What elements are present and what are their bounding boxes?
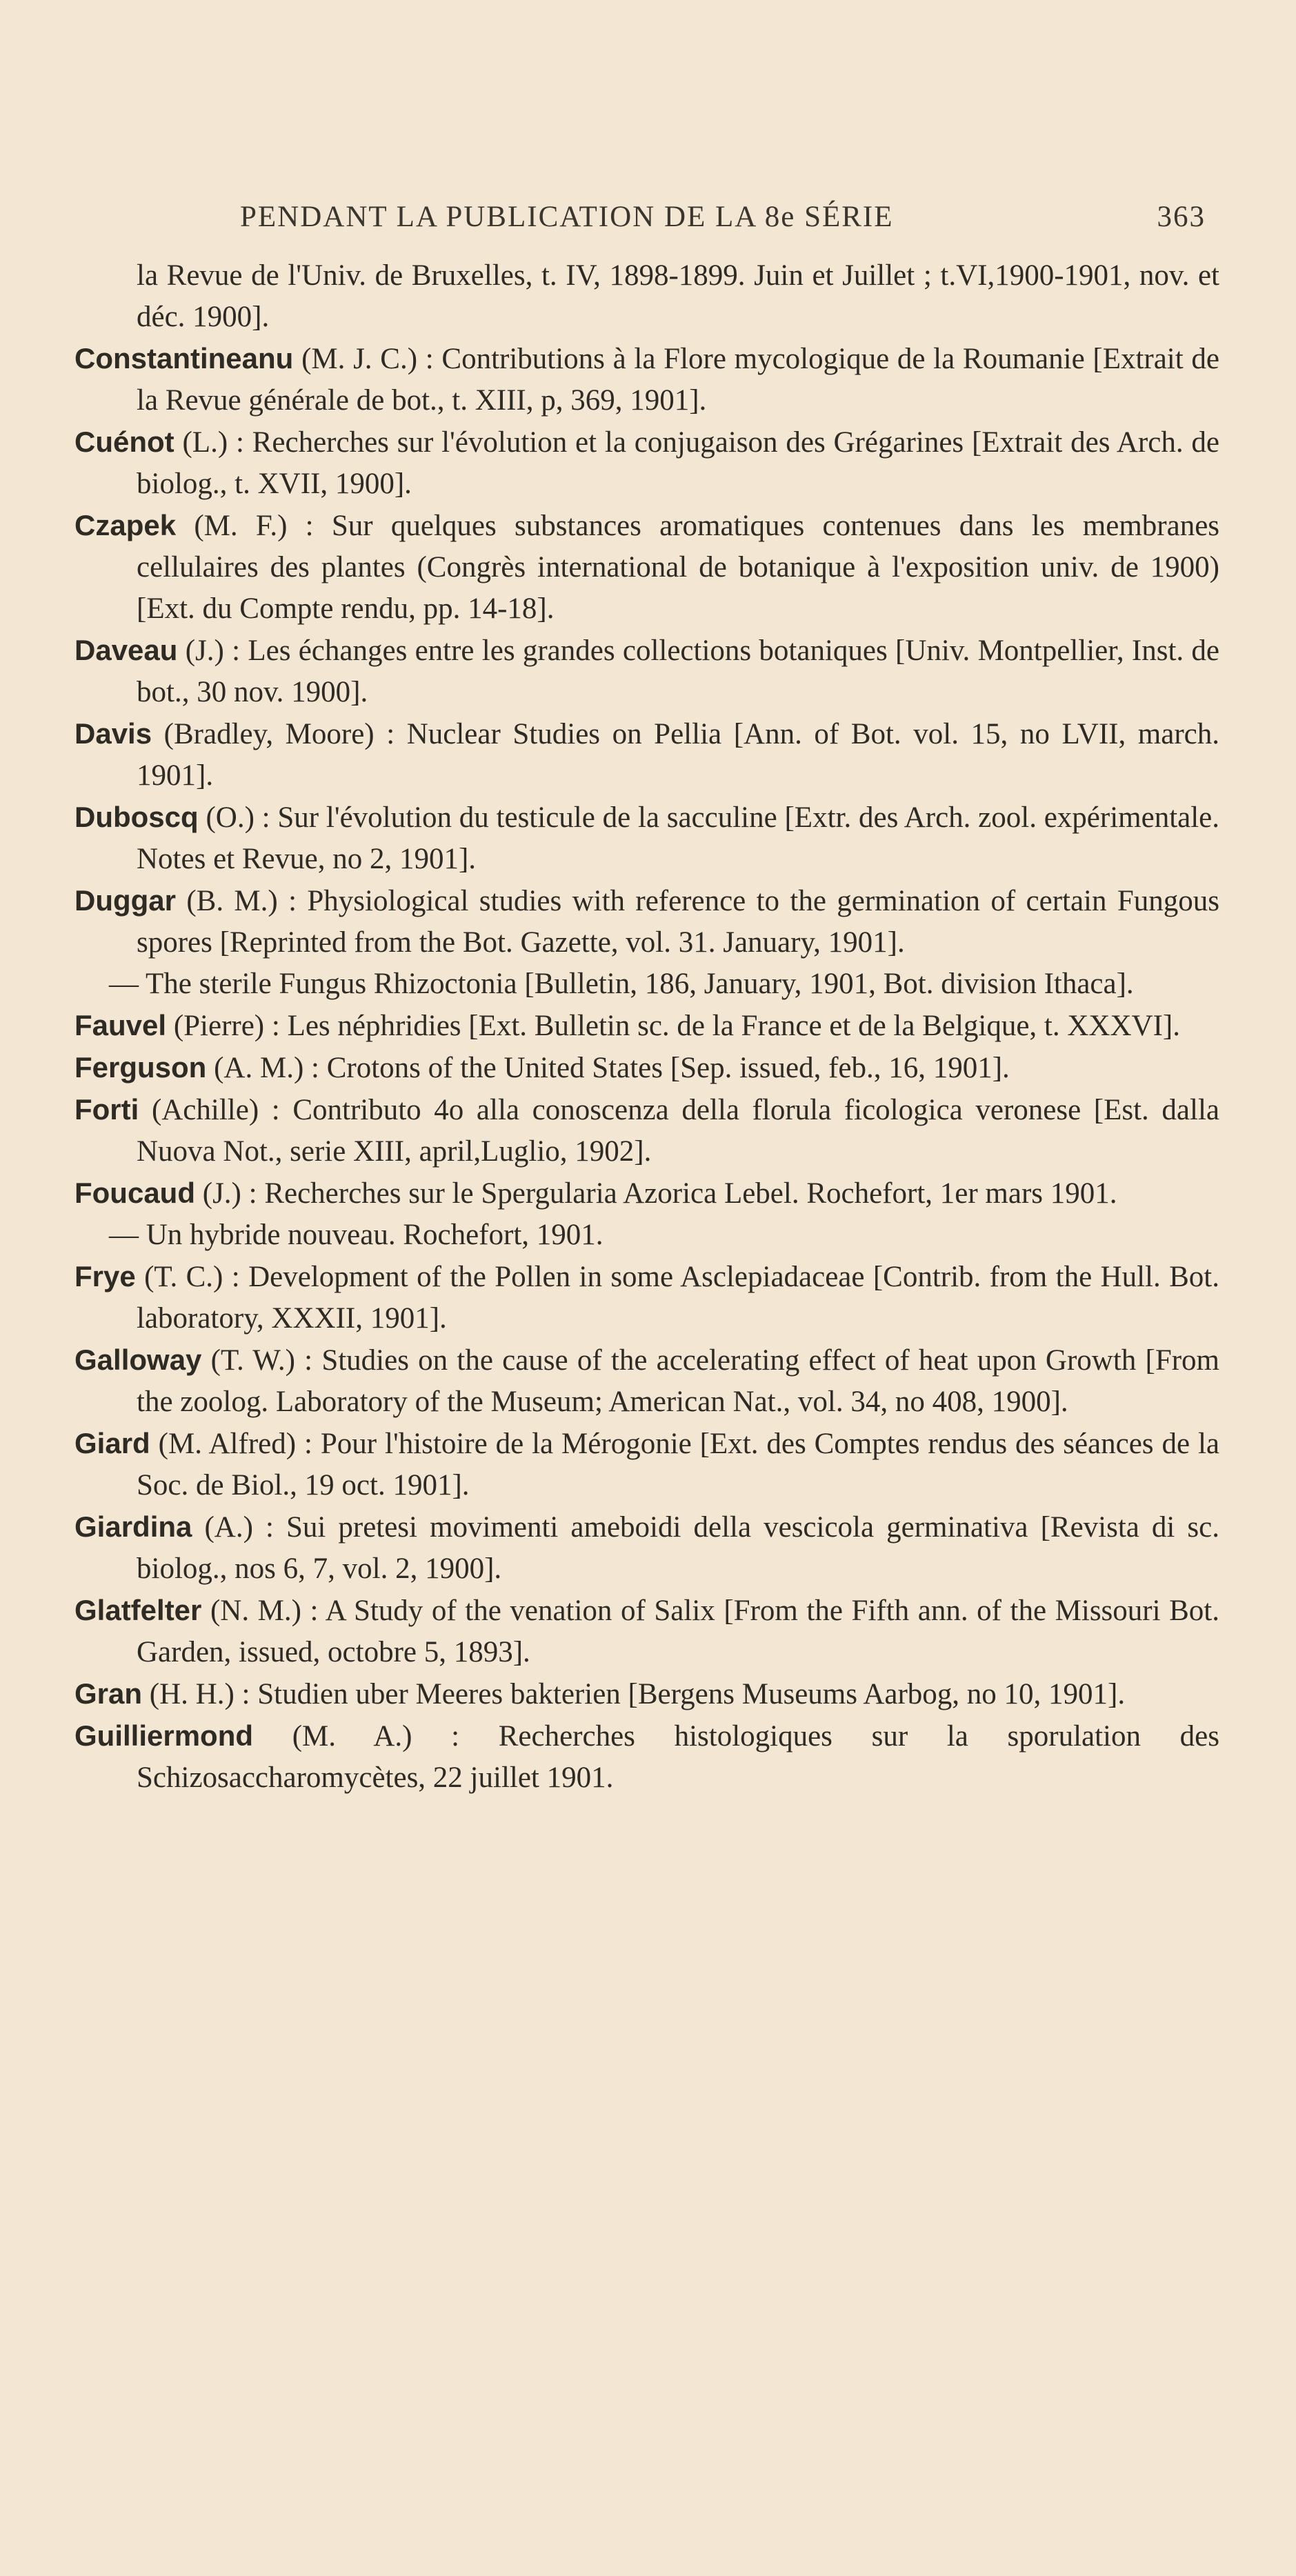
entry-text: (Pierre) : Les néphridies [Ext. Bulletin sc. de la France et de la Belgique, t. XXXVI]. (173, 1010, 1180, 1042)
entry-author: Giard (74, 1427, 150, 1459)
entry-author: Guilliermond (74, 1719, 254, 1752)
entry-author: Constantineanu (74, 342, 294, 375)
list-item (74, 880, 1219, 963)
bibliography-list (74, 255, 1219, 1799)
entry-text: (A. M.) : Crotons of the United States [Sep. issued, feb., 16, 1901]. (214, 1052, 1010, 1084)
entry-author: Davis (74, 717, 152, 750)
list-item (74, 421, 1219, 505)
entry-author: Galloway (74, 1344, 202, 1376)
entry-text: (J.) : Les échanges entre les grandes collections botaniques [Univ. Montpellier, Inst. de bot., 30 nov. 1900]. (137, 635, 1220, 708)
entry-author: Czapek (74, 509, 177, 541)
list-item (74, 1590, 1219, 1673)
entry-text: (H. H.) : Studien uber Meeres bakterien [Bergens Museums Aarbog, no 10, 1901]. (149, 1678, 1126, 1710)
list-item (74, 1339, 1219, 1423)
entry-text: (Bradley, Moore) : Nuclear Studies on Pellia [Ann. of Bot. vol. 15, no LVII, march. 1901]. (137, 718, 1219, 792)
entry-text: (A.) : Sui pretesi movimenti ameboidi della vescicola germinativa [Revista di sc. biolog., nos 6, 7, vol. 2, 1900]. (137, 1511, 1219, 1585)
entry-author: Frye (74, 1260, 136, 1292)
entry-text: (M. J. C.) : Contributions à la Flore mycologique de la Roumanie [Extrait de la Revue générale de bot., t. XIII, p, 369, 1901]. (137, 343, 1219, 417)
entry-text: (M. Alfred) : Pour l'histoire de la Mérogonie [Ext. des Comptes rendus des séances de la Soc. de Biol., 19 oct. 1901]. (137, 1428, 1220, 1501)
list-item (74, 338, 1219, 421)
entry-author: Glatfelter (74, 1594, 202, 1626)
list-item (74, 1047, 1219, 1089)
entry-author: Foucaud (74, 1177, 195, 1209)
entry-text: (M. F.) : Sur quelques substances aromatiques contenues dans les membranes cellulaires des plantes (Congrès international de botanique à l'exposition univ. de 1900) [Ext. du Compte rendu, pp. 14-18]. (137, 510, 1220, 625)
list-item (74, 963, 1219, 1005)
list-item (74, 713, 1219, 797)
entry-text: Un hybride nouveau. Rochefort, 1901. (146, 1219, 604, 1251)
entry-dash: — (109, 968, 139, 1000)
list-item (74, 797, 1219, 880)
entry-text: (M. A.) : Recherches histologiques sur la sporulation des Schizosaccharomycètes, 22 juillet 1901. (137, 1720, 1220, 1794)
list-item (74, 1715, 1219, 1799)
page-number: 363 (1157, 201, 1206, 233)
entry-text: (T. W.) : Studies on the cause of the accelerating effect of heat upon Growth [From the zoolog. Laboratory of the Museum; American Nat., vol. 34, no 408, 1900]. (137, 1344, 1220, 1418)
entry-author: Ferguson (74, 1051, 207, 1084)
entry-text: (O.) : Sur l'évolution du testicule de la sacculine [Extr. des Arch. zool. expérimentale. Notes et Revue, no 2, 1901]. (137, 801, 1220, 875)
list-item (74, 255, 1219, 338)
entry-text: (J.) : Recherches sur le Spergularia Azorica Lebel. Rochefort, 1er mars 1901. (202, 1177, 1117, 1210)
entry-author: Fauvel (74, 1009, 167, 1041)
entry-author: Giardina (74, 1510, 192, 1543)
entry-text: la Revue de l'Univ. de Bruxelles, t. IV, 1898-1899. Juin et Juillet ; t.VI,1900-1901, nov. et déc. 1900]. (137, 259, 1219, 333)
entry-author: Daveau (74, 634, 178, 666)
entry-author: Duboscq (74, 801, 199, 833)
list-item (74, 1673, 1219, 1715)
list-item (74, 1506, 1219, 1590)
entry-text: (N. M.) : A Study of the venation of Salix [From the Fifth ann. of the Missouri Bot. Garden, issued, octobre 5, 1893]. (137, 1595, 1220, 1668)
list-item (74, 1172, 1219, 1215)
list-item (74, 1256, 1219, 1339)
entry-author: Gran (74, 1677, 143, 1710)
running-head: PENDANT LA PUBLICATION DE LA 8e SÉRIE (240, 201, 894, 233)
entry-text: (B. M.) : Physiological studies with reference to the germination of certain Fungous spores [Reprinted from the Bot. Gazette, vol. 31. January, 1901]. (137, 885, 1219, 959)
entry-author: Cuénot (74, 426, 175, 458)
list-item (74, 1005, 1219, 1047)
entry-author: Forti (74, 1093, 139, 1126)
entry-text: (T. C.) : Development of the Pollen in some Asclepiadaceae [Contrib. from the Hull. Bot. laboratory, XXXII, 1901]. (137, 1261, 1219, 1335)
list-item (74, 1215, 1219, 1256)
list-item (74, 630, 1219, 713)
list-item (74, 1089, 1219, 1172)
list-item (74, 505, 1219, 630)
entry-dash: — (109, 1219, 139, 1251)
entry-text: (Achille) : Contributo 4o alla conoscenza della florula ficologica veronese [Est. dalla Nuova Not., serie XIII, april,Luglio, 1902]. (137, 1094, 1219, 1168)
entry-text: The sterile Fungus Rhizoctonia [Bulletin, 186, January, 1901, Bot. division Ithaca]. (145, 968, 1134, 1000)
list-item (74, 1423, 1219, 1506)
entry-author: Duggar (74, 884, 176, 917)
entry-text: (L.) : Recherches sur l'évolution et la conjugaison des Grégarines [Extrait des Arch. de biolog., t. XVII, 1900]. (137, 426, 1219, 500)
